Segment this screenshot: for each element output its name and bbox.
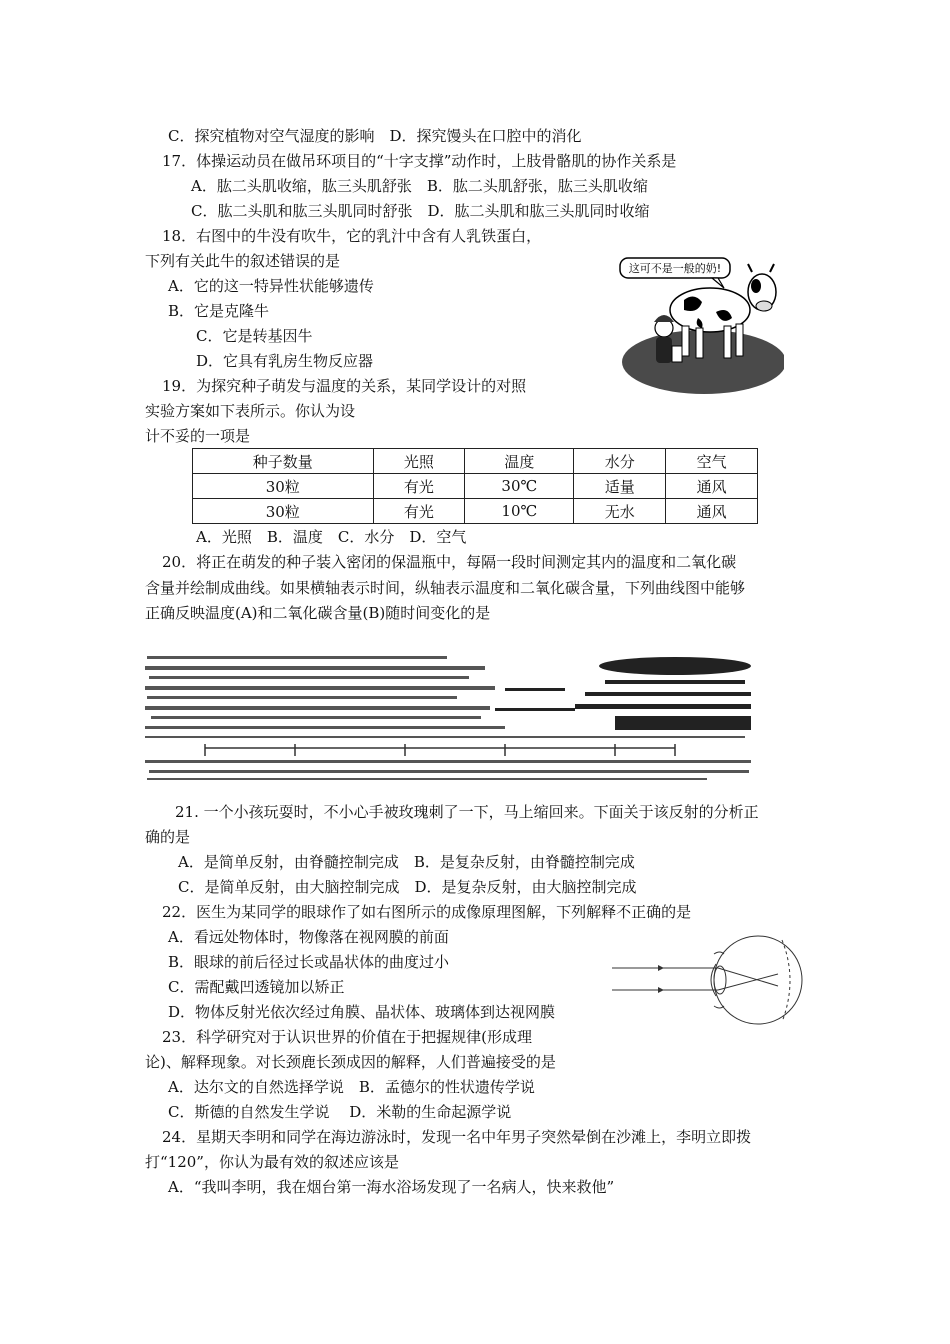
table-header-cell: 水分	[574, 449, 666, 474]
table-cell: 30℃	[465, 474, 574, 499]
table-header-cell: 温度	[465, 449, 574, 474]
q24-stem-2: 打“120”，你认为最有效的叙述应该是	[145, 1153, 399, 1171]
q20-stem-3: 正确反映温度(A)和二氧化碳含量(B)随时间变化的是	[145, 604, 491, 622]
q19-stem-3: 计不妥的一项是	[145, 427, 251, 445]
table-header-cell: 空气	[666, 449, 758, 474]
q22-option-a: A．看远处物体时，物像落在视网膜的前面	[168, 928, 449, 946]
q18-stem-1: 18．右图中的牛没有吹牛，它的乳汁中含有人乳铁蛋白，	[162, 227, 542, 245]
q20-curve-graphs-image	[145, 652, 753, 782]
q17-stem: 17．体操运动员在做吊环项目的“十字支撑”动作时，上肢骨骼肌的协作关系是	[162, 152, 677, 170]
q23-stem-2: 论)、解释现象。对长颈鹿长颈成因的解释，人们普遍接受的是	[145, 1053, 556, 1071]
eye-diagram	[608, 934, 808, 1026]
table-cell: 30粒	[193, 474, 374, 499]
table-row	[193, 474, 758, 499]
table-cell: 有光	[373, 499, 465, 524]
q21-options-cd: C．是简单反射，由大脑控制完成 D．是复杂反射，由大脑控制完成	[178, 878, 637, 896]
q24-stem-1: 24．星期天李明和同学在海边游泳时，发现一名中年男子突然晕倒在沙滩上，李明立即拨	[162, 1128, 752, 1146]
q18-option-b: B．它是克隆牛	[168, 302, 270, 320]
q20-stem-1: 20．将正在萌发的种子装入密闭的保温瓶中，每隔一段时间测定其内的温度和二氧化碳	[162, 553, 737, 571]
q22-option-c: C．需配戴凹透镜加以矫正	[168, 978, 345, 996]
q18-option-c: C．它是转基因牛	[196, 327, 313, 345]
q20-stem-2: 含量并绘制成曲线。如果横轴表示时间，纵轴表示温度和二氧化碳含量，下列曲线图中能够	[145, 579, 746, 597]
experiment-table	[192, 448, 758, 524]
table-cell: 30粒	[193, 499, 374, 524]
q21-stem-1: 21. 一个小孩玩耍时，不小心手被玫瑰刺了一下，马上缩回来。下面关于该反射的分析正	[175, 803, 759, 821]
table-cell: 通风	[666, 474, 758, 499]
q22-stem: 22．医生为某同学的眼球作了如右图所示的成像原理图解，下列解释不正确的是	[162, 903, 692, 921]
cow-speech-bubble: 这可不是一般的奶!	[628, 262, 722, 275]
q22-option-d: D．物体反射光依次经过角膜、晶状体、玻璃体到达视网膜	[168, 1003, 556, 1021]
q18-stem-2: 下列有关此牛的叙述错误的是	[145, 252, 341, 270]
q21-options-ab: A．是简单反射，由脊髓控制完成 B．是复杂反射，由脊髓控制完成	[178, 853, 635, 871]
q23-options-cd: C．斯德的自然发生学说 D．米勒的生命起源学说	[168, 1103, 512, 1121]
q18-option-a: A．它的这一特异性状能够遗传	[168, 277, 374, 295]
table-cell: 10℃	[465, 499, 574, 524]
table-cell: 通风	[666, 499, 758, 524]
table-cell: 有光	[373, 474, 465, 499]
q23-options-ab: A．达尔文的自然选择学说 B．孟德尔的性状遗传学说	[168, 1078, 535, 1096]
cow-illustration	[612, 252, 784, 398]
q22-option-b: B．眼球的前后径过长或晶状体的曲度过小	[168, 953, 450, 971]
q19-stem-1: 19．为探究种子萌发与温度的关系，某同学设计的对照	[162, 377, 527, 395]
q19-options: A．光照 B．温度 C．水分 D．空气	[196, 528, 467, 546]
q24-option-a: A．“我叫李明，我在烟台第一海水浴场发现了一名病人，快来救他”	[168, 1178, 615, 1196]
table-row	[193, 499, 758, 524]
q23-stem-1: 23．科学研究对于认识世界的价值在于把握规律(形成理	[162, 1028, 532, 1046]
q19-stem-2: 实验方案如下表所示。你认为设	[145, 402, 356, 420]
table-header-cell: 种子数量	[193, 449, 374, 474]
q17-options-ab: A．肱二头肌收缩，肱三头肌舒张 B．肱二头肌舒张，肱三头肌收缩	[191, 177, 648, 195]
q18-option-d: D．它具有乳房生物反应器	[196, 352, 374, 370]
table-cell: 无水	[574, 499, 666, 524]
q16-option-c: C．探究植物对空气湿度的影响 D．探究馒头在口腔中的消化	[168, 127, 582, 145]
table-header-row	[193, 449, 758, 474]
table-header-cell: 光照	[373, 449, 465, 474]
table-cell: 适量	[574, 474, 666, 499]
q17-options-cd: C．肱二头肌和肱三头肌同时舒张 D．肱二头肌和肱三头肌同时收缩	[191, 202, 650, 220]
q21-stem-2: 确的是	[145, 828, 191, 846]
